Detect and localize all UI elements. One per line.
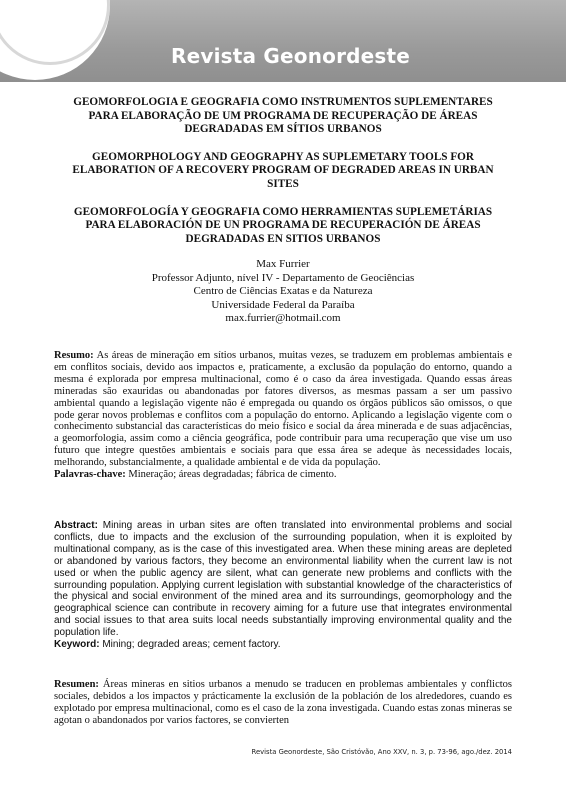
title-line: DEGRADADAS EN SITIOS URBANOS — [185, 232, 381, 245]
title-line: GEOMORFOLOGÍA Y GEOGRAFIA COMO HERRAMIENTAS SUPLEMETÁRIAS — [73, 205, 493, 218]
abstract-text: Mining areas in urban sites are often translated into environmental problems and social conflicts, due to impacts and the exclusion of the surrounding population, when it is exploited by multinational company, as is the case of this investigated area. When these mining areas are depleted or abandoned by various factors, they become an environmental liability when the current law is not used or when the public agency are silent, what can generate new problems and conflicts with the surrounding population. Applying current legislation with substantial knowledge of the characteristics of the physical and social environment of the mined area and its surroundings, geomorphology and the geographical science can contribute in recovery aiming for a future use that integrates environmental and social issues to that area suits local needs substantially improving environmental quality and the population life. — [54, 520, 512, 639]
author-info — [40, 258, 526, 326]
resumo-text: As áreas de mineração em sítios urbanos, muitas vezes, se traduzem em problemas ambientais e em conflitos sociais, devido aos impactos e, praticamente, a exclusão da população do entorno, quando a mesma é explorada por empresa multinacional, como é o caso da área investigada. Quando essas áreas mineradas são exauridas ou abandonadas por fatores diversos, as mesmas passam a ser um passivo ambiental quando a legislação vigente não é empregada ou quando os órgãos públicos são omissos, o que pode gerar novos problemas e conflitos com a população do entorno. Aplicando a legislação vigente com o conhecimento substancial das características do meio físico e social da área minerada e de suas adjacências, a geomorfologia, assim como a ciência geográfica, pode contribuir para uma recuperação que vise um uso futuro que integre questões ambientais e sociais para que essa área se adeque às necessidades locais, melhorando, substancialmente, a qualidade ambiental e de vida da população. — [54, 350, 512, 469]
keyword — [54, 639, 512, 651]
resumen-section — [54, 679, 512, 727]
journal-banner — [0, 0, 566, 82]
title-line: PARA ELABORAÇÃO DE UM PROGRAMA DE RECUPERAÇÃO DE ÁREAS — [88, 109, 478, 122]
title-line: GEOMORFOLOGIA E GEOGRAFIA COMO INSTRUMENTOS SUPLEMENTARES — [73, 96, 493, 108]
palavras-chave-text: Mineração; áreas degradadas; fábrica de cimento. — [125, 469, 337, 481]
keyword-text: Mining; degraded areas; cement factory. — [99, 639, 281, 651]
author-position: Professor Adjunto, nível IV - Departamento de Geociências — [151, 271, 415, 284]
resumo-label: Resumo: — [54, 350, 94, 361]
title-line: ELABORATION OF A RECOVERY PROGRAM OF DEGRADED AREAS IN URBAN — [72, 164, 494, 177]
abstract-label: Abstract: — [54, 520, 98, 531]
title-spanish — [40, 206, 526, 247]
palavras-chave — [54, 469, 512, 481]
keyword-label: Keyword: — [54, 639, 100, 651]
page-footer-citation: Revista Geonordeste, São Cristóvão, Ano XXV, n. 3, p. 73-96, ago./dez. 2014 — [251, 748, 512, 756]
article-titles — [40, 96, 526, 260]
title-line: SITES — [267, 177, 299, 190]
abstract-section — [54, 520, 512, 651]
author-email: max.furrier@hotmail.com — [225, 312, 341, 325]
title-line: PARA ELABORACIÓN DE UN PROGRAMA DE RECUPERACIÓN DE ÁREAS — [85, 219, 481, 232]
title-line: DEGRADADAS EM SÍTIOS URBANOS — [184, 123, 382, 136]
journal-title: Revista Geonordeste — [171, 44, 411, 68]
resumen-label: Resumen: — [54, 679, 99, 690]
title-portuguese — [40, 96, 526, 137]
resumen-text: Áreas mineras en sitios urbanos a menudo se traducen en problemas ambientales y conflictos sociales, debidos a los impactos y prácticamente la exclusión de la población de los alrededores, cuando es explotado por empresa multinacional, como es el caso de la zona investigada. Cuando estas zonas mineras se agotan o abandonados por varios factores, se convierten — [54, 679, 512, 726]
title-english — [40, 151, 526, 192]
palavras-chave-label: Palavras-chave: — [54, 469, 126, 481]
author-university: Universidade Federal da Paraíba — [211, 298, 355, 311]
title-line: GEOMORPHOLOGY AND GEOGRAPHY AS SUPLEMETARY TOOLS FOR — [92, 150, 474, 163]
resumo-section — [54, 350, 512, 481]
author-name: Max Furrier — [256, 258, 310, 270]
author-center: Centro de Ciências Exatas e da Natureza — [193, 285, 373, 298]
